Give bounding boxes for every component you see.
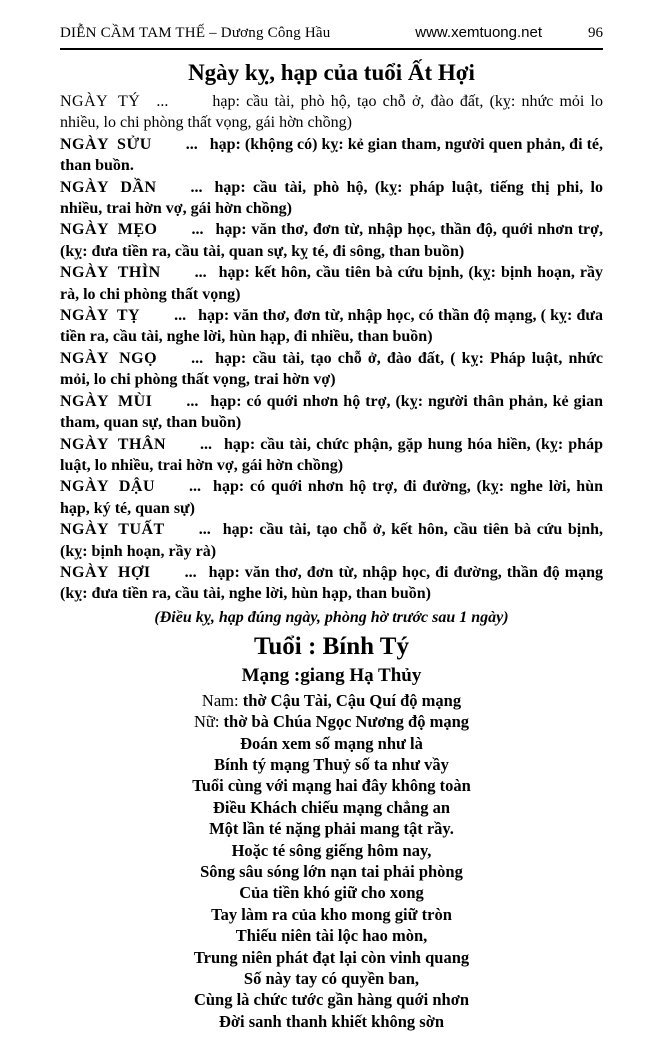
day-name: NGÀY THÌN	[60, 264, 161, 282]
day-description: hạp: văn thơ, đơn từ, nhập học, thần độ, quới nhơn trợ, (kỵ: đưa tiền ra, cầu tài, quan sự, kỵ té, đi sông, than buồn)	[60, 221, 604, 260]
day-separator-dots: ...	[191, 349, 204, 367]
day-description: hạp: cầu tài, tạo chỗ ở, đào đất, ( kỵ: Pháp luật, nhức mỏi, lo chi phòng thất vọng, trai hờn vợ)	[60, 349, 603, 389]
day-entry	[60, 134, 603, 177]
poem-line: Cùng là chức tước gần hàng quới nhơn	[193, 990, 470, 1010]
age-section	[60, 632, 603, 1033]
day-description: hạp: văn thơ, đơn từ, nhập học, đi đường, thần độ mạng (kỵ: đưa tiền ra, cầu tài, nghe lời, hùn hạp, than buồn)	[60, 563, 603, 603]
day-entry	[60, 177, 603, 220]
poem-line: Hoặc té sông giếng hôm nay,	[231, 840, 432, 860]
day-description: hạp: cầu tài, phò hộ, tạo chỗ ở, đào đất, (kỵ: nhức mỏi lo nhiều, lo chi phòng thất vọng, gái hờn chồng)	[60, 93, 603, 132]
poem-line: Tuổi cùng với mạng hai đây không toàn	[192, 776, 471, 796]
day-separator-dots: ...	[194, 264, 207, 282]
nu-text: thờ bà Chúa Ngọc Nương độ mạng	[223, 712, 470, 732]
day-separator-dots: ...	[189, 478, 202, 496]
day-description: hạp: cầu tài, phò hộ, (kỵ: pháp luật, tiếng thị phi, lo nhiều, trai hờn vợ, gái hờn chồng)	[60, 178, 603, 218]
page-number: 96	[588, 25, 603, 41]
poem-line: Bính tý mạng Thuỷ số ta như vầy	[214, 754, 449, 774]
day-description: hạp: văn thơ, đơn từ, nhập học, có thần độ mạng, ( kỵ: đưa tiền ra, cầu tài, nghe lời, hùn hạp, đi nhiều, than buồn)	[60, 307, 604, 346]
day-entry	[60, 391, 603, 434]
day-description: hạp: có quới nhơn hộ trợ, (kỵ: người thân phản, kẻ gian tham, quan sự, than buồn)	[60, 392, 603, 432]
day-entry	[60, 219, 603, 262]
poem-line: Một lần té nặng phải mang tật rầy.	[209, 819, 454, 839]
poem-line: Điều Khách chiếu mạng chẳng an	[213, 797, 450, 817]
day-entry	[60, 262, 603, 305]
poem	[60, 733, 603, 1033]
nam-label: Nam:	[201, 690, 239, 710]
day-entry	[60, 348, 603, 391]
day-description: hạp: (khộng có) kỵ: kẻ gian tham, người quen phản, đi té, than buồn.	[60, 135, 603, 175]
poem-line: Đoán xem số mạng như là	[240, 733, 423, 753]
day-name: NGÀY THÂN	[60, 435, 167, 453]
day-name: NGÀY DẦN	[60, 178, 157, 196]
day-name: NGÀY TÝ	[60, 93, 141, 110]
day-separator-dots: ...	[190, 178, 203, 196]
day-separator-dots: ...	[200, 435, 213, 453]
website-url: www.xemtuong.net	[415, 24, 542, 41]
day-separator-dots: ...	[185, 135, 198, 153]
day-entry	[60, 91, 603, 134]
day-entry	[60, 305, 603, 348]
age-title: Tuổi : Bính Tý	[254, 632, 409, 660]
day-entry	[60, 476, 603, 519]
nu-line	[60, 711, 603, 732]
poem-line: Trung niên phát đạt lại còn vinh quang	[193, 947, 470, 967]
note-line: (Điều kỵ, hạp đúng ngày, phòng hờ trước sau 1 ngày)	[154, 608, 509, 626]
day-name: NGÀY MẸO	[60, 221, 158, 239]
day-separator-dots: ...	[156, 93, 169, 110]
day-name: NGÀY MÙI	[60, 392, 153, 410]
day-entry	[60, 562, 603, 605]
day-separator-dots: ...	[198, 521, 211, 539]
day-description: hạp: kết hôn, cầu tiên bà cứu bịnh, (kỵ: bịnh hoạn, rầy rà, lo chi phòng thất vọng)	[60, 264, 603, 303]
day-separator-dots: ...	[186, 392, 199, 410]
day-name: NGÀY SỬU	[60, 135, 152, 153]
day-name: NGÀY DẬU	[60, 478, 156, 496]
nam-text: thờ Cậu Tài, Cậu Quí độ mạng	[242, 690, 462, 710]
poem-line: Của tiền khó giữ cho xong	[239, 883, 424, 903]
day-separator-dots: ...	[174, 307, 187, 325]
day-name: NGÀY TUẤT	[60, 521, 165, 539]
poem-line: Thiếu niên tài lộc hao mòn,	[235, 926, 428, 946]
header-right-group	[415, 24, 603, 42]
day-name: NGÀY HỢI	[60, 563, 151, 581]
poem-line: Đời sanh thanh khiết không sờn	[218, 1011, 445, 1031]
day-description: hạp: cầu tài, chức phận, gặp hung hóa hiền, (kỵ: pháp luật, lo nhiều, trai hờn vợ, gái hờn chồng)	[60, 435, 603, 474]
poem-line: Số này tay có quyền ban,	[243, 969, 420, 989]
age-subtitle: Mạng :giang Hạ Thủy	[241, 664, 422, 686]
book-title: DIỄN CẦM TAM THẾ – Dương Công Hầu	[60, 25, 331, 41]
day-description: hạp: cầu tài, tạo chỗ ở, kết hôn, cầu tiên bà cứu bịnh, (kỵ: bịnh hoạn, rầy rà)	[60, 521, 603, 560]
nu-label: Nữ:	[193, 712, 220, 732]
day-entries-list	[60, 91, 603, 605]
day-entry	[60, 519, 603, 562]
day-description: hạp: có quới nhơn hộ trợ, đi đường, (kỵ: nghe lời, hùn hạp, ký té, quan sự)	[60, 478, 603, 517]
poem-line: Tay làm ra của kho mong giữ tròn	[211, 904, 452, 924]
nam-line	[60, 690, 603, 711]
day-name: NGÀY TỴ	[60, 307, 141, 325]
day-name: NGÀY NGỌ	[60, 349, 158, 367]
day-separator-dots: ...	[191, 221, 204, 239]
page-title: Ngày kỵ, hạp của tuổi Ất Hợi	[188, 60, 475, 85]
day-separator-dots: ...	[184, 563, 197, 581]
poem-line: Sông sâu sóng lớn nạn tai phải phòng	[200, 862, 463, 881]
day-entry	[60, 434, 603, 477]
page-header	[60, 24, 603, 50]
